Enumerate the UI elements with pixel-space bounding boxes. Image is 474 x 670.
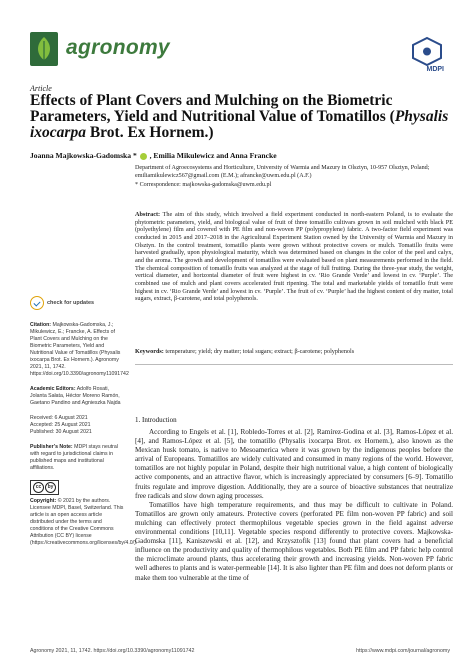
publisher-note: Publisher’s Note: MDPI stays neutral with regard to jurisdictional claims in published maps and institutional affiliations.	[30, 444, 118, 471]
check-for-updates-button[interactable]	[30, 296, 126, 310]
abstract	[135, 211, 453, 303]
journal-header	[30, 30, 444, 74]
check-updates-icon	[30, 296, 44, 310]
check-updates-label: check for updates	[47, 300, 95, 306]
correspondence-line: * Correspondence: majkowska-gadomska@uwm.edu.pl	[135, 181, 272, 188]
keywords	[135, 348, 453, 356]
affiliations	[135, 165, 453, 190]
sidebar	[30, 296, 138, 555]
author-1[interactable]: Joanna Majkowska-Gadomska *	[30, 151, 137, 160]
introduction-body	[135, 428, 453, 583]
keywords-label: Keywords:	[135, 348, 164, 355]
affiliation-line: Department of Agroecosystems and Horticulture, University of Warmia and Mazury in Olsztyn, 10-957 Olsztyn, Poland; emiliamikulewicz567@gmail.com (E.M.); afrancke@uwm.edu.pl (A.F.)	[135, 165, 430, 179]
article-type: Article	[30, 84, 52, 93]
dates-block: Received: 6 August 2021 Accepted: 25 August 2021 Published: 30 August 2021	[30, 415, 92, 435]
by-icon: by	[45, 482, 56, 493]
abstract-text: The aim of this study, which involved a field experiment conducted in north-eastern Poland, is to evaluate the phytometric parameters, yield, and biological value of fruit of three tomatillo cultivars grown in soil mulched with black PE (polyethylene) film and covered with PE film and non-woven PP (polypropylene) fabric. A two-factor field experiment was conducted in 2015 and 2017–2018 in the Agricultural Experiment Station owned by the University of Warmia and Mazury in Olsztyn. In the control treatment, tomatillo plants were grown without protective covers or mulch. Tomatillo fruits were harvested gradually, upon physiological maturity, which was determined based on changes in the color of the peel and calyx, and the aroma. The growth and development of tomatillos were evaluated based on plant measurements performed in the field. The chemical composition of tomatillo fruits was analyzed at the stage of full fruiting. During the three-year study, the weight, vertical diameter, and horizontal diameter of fruit were highest in cv. ‘Rio Grande Verde’ and lowest in cv. ‘Purple’. The combined use of mulch and plant covers accelerated fruit ripening. The total and marketable yields of tomatillo fruit were highest in cv. ‘Rio Grande Verde’ and lowest in cv. ‘Purple’. The fruit of cv. ‘Purple’ had the highest content of dry matter, total sugars, extract, β-carotene, and total polyphenols.	[135, 211, 453, 303]
footer-citation[interactable]: Agronomy 2021, 11, 1742. https://doi.org/10.3390/agronomy11091742	[30, 648, 195, 654]
paragraph: Tomatillos have high temperature requirements, and thus may be difficult to cultivate in Poland. Tomatillos are grown only amateurs. Protective covers (perforated PE film non-woven PP fabric) and soil mulching can effectively protect thermophilous vegetable species grown in the field against adverse environmental conditions [10,11]. Vegetable species respond differently to protective covers. Majkowska-Gadomska [11], Kaniszewski et al. [12], and Krzysztofik [13] found that plant covers had a beneficial influence on the productivity and quality of thermophilous vegetables. Both PE film and PP fabric help control the microclimate around plants, thus accelerating their growth and increasing yields. Non-woven PP fabric well adheres to plants and is water-permeable [14]. It is also lighter than PE film and does not deform plants or make them too vulnerable at the time of	[135, 500, 453, 582]
abstract-label: Abstract:	[135, 211, 161, 218]
citation-block: Citation: Majkowska-Gadomska, J.; Mikulewicz, E.; Francke, A. Effects of Plant Covers and Mulching on the Biometric Parameters, Yield and Nutritional Value of Tomatillos (Physalis ixocarpa Brot. Ex Hornem.). Agronomy 2021, 11, 1742. https://doi.org/10.3390/agronomy11091742	[30, 322, 129, 377]
author-list	[30, 151, 450, 160]
cc-icon: cc	[33, 482, 44, 493]
copyright-block: Copyright: © 2021 by the authors. Licensee MDPI, Basel, Switzerland. This article is an open access article distributed under the terms and conditions of the Creative Commons Attribution (CC BY) license (https://creativecommons.org/licenses/by/4.0/).	[30, 498, 138, 546]
author-others[interactable]: , Emilia Mikulewicz and Anna Francke	[149, 151, 277, 160]
article-title: Effects of Plant Covers and Mulching on the Biometric Parameters, Yield and Nutritional Value of Tomatillos (Physalis ixocarpa Brot. Ex Hornem.)	[30, 92, 449, 141]
divider	[135, 364, 453, 365]
orcid-icon[interactable]	[140, 153, 147, 160]
paragraph: According to Engels et al. [1], Robledo-Torres et al. [2], Ramírez-Godina et al. [3], Ramos-López et al. [4], and Ramos-López et al. [5], the tomatillo (Physalis ixocarpa Brot. ex Hornem.), also known as the Mexican husk tomato, is native to Mesoamerica where it was grown by the indigenous peoples before the arrival of Europeans. Tomatillos are widely cultivated and consumed in many regions of the world. However, tomatillos are not highly popular in Poland, despite their high nutritional value, a high content of biologically active components, and an attractive flavor, which is increasingly appreciated by consumers [6–9]. Tomatillo fruits regulate and improve digestion. Additionally, they are a source of bioactive substances that neutralize free radicals and slow down aging processes.	[135, 428, 453, 500]
page-footer	[30, 648, 450, 654]
cc-by-license-icon[interactable]	[30, 480, 59, 495]
section-heading: 1. Introduction	[135, 416, 177, 424]
editors-block: Academic Editors: Adolfo Rosati, Jolanta Sałata, Héctor Moreno Ramón, Gaetano Pandino and Agnieszka Najda	[30, 386, 121, 406]
keywords-text: temperature; yield; dry matter; total sugars; extract; β-carotene; polyphenols	[165, 348, 355, 355]
leaf-logo-icon	[30, 32, 58, 66]
footer-url[interactable]: https://www.mdpi.com/journal/agronomy	[356, 648, 450, 654]
publisher-name: MDPI	[426, 66, 444, 73]
mdpi-logo-icon[interactable]	[410, 36, 444, 66]
journal-name[interactable]: agronomy	[66, 36, 170, 59]
